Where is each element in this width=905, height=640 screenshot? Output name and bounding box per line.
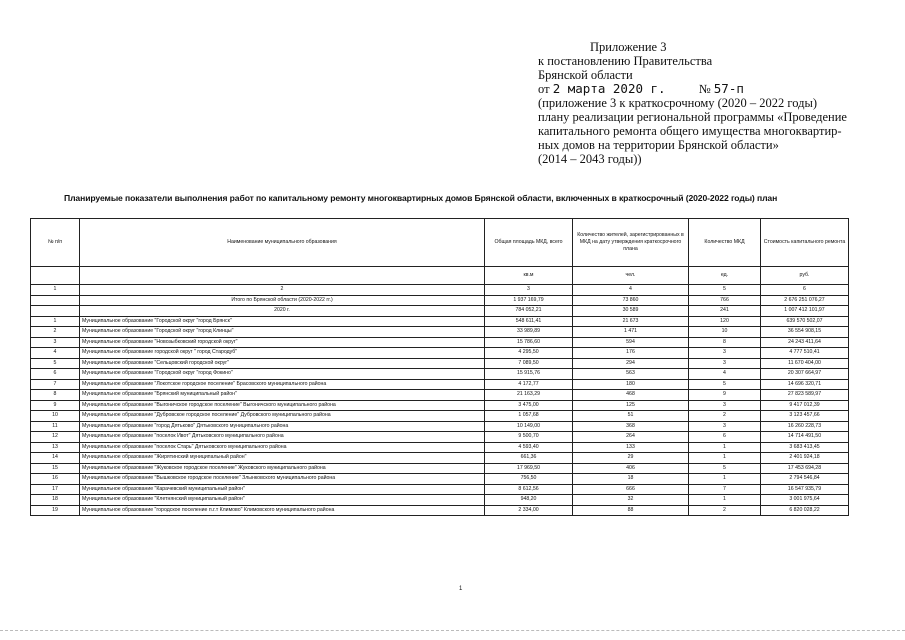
column-number-cell: 5: [689, 285, 761, 296]
row-number-cell: 2: [31, 327, 80, 338]
row-count-cell: 8: [689, 337, 761, 348]
year-label: 2020 г.: [80, 306, 485, 317]
row-count-cell: 1: [689, 474, 761, 485]
row-residents-cell: 594: [573, 337, 689, 348]
row-number-cell: 19: [31, 505, 80, 516]
appendix-line: Приложение 3: [590, 40, 667, 54]
table-row: [31, 369, 849, 380]
document-title: Планируемые показатели выполнения работ по капитальному ремонту многоквартирных домов Брянской области, включенных в краткосрочный (2020-2022 годы) план: [64, 193, 778, 203]
table-row: [31, 432, 849, 443]
unit-cell: [31, 267, 80, 285]
column-number-cell: 2: [80, 285, 485, 296]
header-cell-count: Количество МКД: [689, 219, 761, 267]
appendix-line: (2014 – 2043 годы)): [538, 152, 642, 166]
row-name-cell: Муниципальное образование "Карачевский муниципальный район": [80, 484, 485, 495]
header-row: [31, 219, 849, 267]
row-residents-cell: 176: [573, 348, 689, 359]
row-name-cell: Муниципальное образование "Брянский муниципальный район": [80, 390, 485, 401]
year-cost: 1 007 412 101,97: [761, 306, 849, 317]
page-number: 1: [459, 586, 463, 592]
row-residents-cell: 18: [573, 474, 689, 485]
row-area-cell: 21 163,29: [485, 390, 573, 401]
table-row: [31, 390, 849, 401]
row-cost-cell: 16 547 935,79: [761, 484, 849, 495]
row-count-cell: 3: [689, 400, 761, 411]
unit-cell: руб.: [761, 267, 849, 285]
row-number-cell: 8: [31, 390, 80, 401]
unit-cell: чел.: [573, 267, 689, 285]
row-name-cell: Муниципальное образование "Локотское городское поселение" Брасовского муниципального района: [80, 379, 485, 390]
row-name-cell: Муниципальное образование "Жуковское городское поселение" Жуковского муниципального района: [80, 463, 485, 474]
table-row: [31, 474, 849, 485]
row-count-cell: 1: [689, 442, 761, 453]
row-name-cell: Муниципальное образование "Дубровское городское поселение" Дубровского муниципального района: [80, 411, 485, 422]
appendix-line: капитального ремонта общего имущества многоквартир-: [538, 124, 842, 138]
table-row: [31, 453, 849, 464]
header-cell-cost: Стоимость капитального ремонта: [761, 219, 849, 267]
appendix-header: [538, 40, 888, 166]
row-cost-cell: 14 714 491,50: [761, 432, 849, 443]
unit-cell: ед.: [689, 267, 761, 285]
row-cost-cell: 2 401 924,18: [761, 453, 849, 464]
row-number-cell: 17: [31, 484, 80, 495]
row-count-cell: 120: [689, 316, 761, 327]
row-area-cell: 8 612,56: [485, 484, 573, 495]
row-count-cell: 3: [689, 421, 761, 432]
row-name-cell: Муниципальное образование "Вышковское городское поселение" Злынковского муниципального района: [80, 474, 485, 485]
row-cost-cell: 4 777 510,41: [761, 348, 849, 359]
table-row: [31, 421, 849, 432]
total-area: 1 937 169,79: [485, 295, 573, 306]
row-residents-cell: 51: [573, 411, 689, 422]
table-row: [31, 505, 849, 516]
scan-edge-divider: [0, 630, 905, 631]
header-cell-area: Общая площадь МКД, всего: [485, 219, 573, 267]
row-residents-cell: 133: [573, 442, 689, 453]
table-row: [31, 337, 849, 348]
table-row: [31, 442, 849, 453]
column-number-cell: 3: [485, 285, 573, 296]
row-area-cell: 3 475,00: [485, 400, 573, 411]
table-row: [31, 463, 849, 474]
row-number-cell: 4: [31, 348, 80, 359]
row-name-cell: Муниципальное образование "городское поселение п.г.т Климово" Климовского муниципального района: [80, 505, 485, 516]
row-cost-cell: 36 554 908,15: [761, 327, 849, 338]
row-name-cell: Муниципальное образование городской округ " город Стародуб": [80, 348, 485, 359]
row-number-cell: 10: [31, 411, 80, 422]
row-name-cell: Муниципальное образование "Новозыбковский городской округ": [80, 337, 485, 348]
column-number-cell: 1: [31, 285, 80, 296]
row-name-cell: Муниципальное образование "Городской округ "город Клинцы": [80, 327, 485, 338]
total-residents: 73 860: [573, 295, 689, 306]
indicators-table: [30, 218, 849, 516]
row-area-cell: 661,36: [485, 453, 573, 464]
row-area-cell: 15 915,76: [485, 369, 573, 380]
row-count-cell: 1: [689, 495, 761, 506]
row-residents-cell: 88: [573, 505, 689, 516]
row-cost-cell: 3 123 457,66: [761, 411, 849, 422]
row-count-cell: 5: [689, 463, 761, 474]
row-count-cell: 2: [689, 505, 761, 516]
row-cost-cell: 9 417 012,39: [761, 400, 849, 411]
column-number-cell: 4: [573, 285, 689, 296]
year-row: [31, 306, 849, 317]
row-area-cell: 7 089,50: [485, 358, 573, 369]
header-cell-number: № п/п: [31, 219, 80, 267]
table-row: [31, 316, 849, 327]
row-cost-cell: 16 260 228,73: [761, 421, 849, 432]
table-row: [31, 348, 849, 359]
row-area-cell: 4 172,77: [485, 379, 573, 390]
row-count-cell: 10: [689, 327, 761, 338]
row-number-cell: 6: [31, 369, 80, 380]
header-cell-name: Наименование муниципального образования: [80, 219, 485, 267]
row-residents-cell: 125: [573, 400, 689, 411]
total-label: Итого по Брянской области (2020-2022 гг.): [80, 295, 485, 306]
decree-date-line: [538, 82, 888, 96]
appendix-line: ных домов на территории Брянской области»: [538, 138, 779, 152]
row-number-cell: 3: [31, 337, 80, 348]
row-residents-cell: 21 673: [573, 316, 689, 327]
row-count-cell: 5: [689, 379, 761, 390]
row-cost-cell: 3 001 975,64: [761, 495, 849, 506]
row-area-cell: 10 149,00: [485, 421, 573, 432]
row-area-cell: 756,50: [485, 474, 573, 485]
row-number-cell: 11: [31, 421, 80, 432]
appendix-line: плану реализации региональной программы «Проведение: [538, 110, 847, 124]
appendix-line: (приложение 3 к краткосрочному (2020 – 2022 годы): [538, 96, 818, 110]
row-cost-cell: 27 823 589,97: [761, 390, 849, 401]
row-cost-cell: 24 243 411,64: [761, 337, 849, 348]
row-count-cell: 6: [689, 432, 761, 443]
row-number-cell: 14: [31, 453, 80, 464]
total-count: 766: [689, 295, 761, 306]
row-count-cell: 3: [689, 358, 761, 369]
row-area-cell: 1 057,68: [485, 411, 573, 422]
row-residents-cell: 563: [573, 369, 689, 380]
date-prefix: от: [538, 82, 550, 96]
row-number-cell: 1: [31, 316, 80, 327]
row-number-cell: 7: [31, 379, 80, 390]
row-cost-cell: 20 307 664,97: [761, 369, 849, 380]
year-residents: 30 589: [573, 306, 689, 317]
decree-number: 57-п: [713, 81, 744, 96]
row-residents-cell: 368: [573, 421, 689, 432]
row-name-cell: Муниципальное образование "город Дятьково" Дятьковского муниципального района: [80, 421, 485, 432]
row-number-cell: 12: [31, 432, 80, 443]
row-area-cell: 33 989,89: [485, 327, 573, 338]
row-area-cell: 9 500,70: [485, 432, 573, 443]
table-row: [31, 484, 849, 495]
total-row: [31, 295, 849, 306]
row-residents-cell: 32: [573, 495, 689, 506]
appendix-line: Брянской области: [538, 68, 633, 82]
row-cost-cell: 639 570 502,07: [761, 316, 849, 327]
row-count-cell: 2: [689, 411, 761, 422]
units-row: [31, 267, 849, 285]
year-count: 241: [689, 306, 761, 317]
row-residents-cell: 1 471: [573, 327, 689, 338]
appendix-line: к постановлению Правительства: [538, 54, 713, 68]
row-residents-cell: 294: [573, 358, 689, 369]
row-area-cell: 548 611,41: [485, 316, 573, 327]
row-residents-cell: 29: [573, 453, 689, 464]
row-name-cell: Муниципальное образование "Жирятинский муниципальный район": [80, 453, 485, 464]
row-area-cell: 2 334,00: [485, 505, 573, 516]
table-row: [31, 379, 849, 390]
row-area-cell: 17 969,50: [485, 463, 573, 474]
row-number-cell: 18: [31, 495, 80, 506]
row-residents-cell: 468: [573, 390, 689, 401]
row-name-cell: Муниципальное образование "Сельцовский городской округ": [80, 358, 485, 369]
unit-cell: [80, 267, 485, 285]
row-number-cell: 9: [31, 400, 80, 411]
row-count-cell: 3: [689, 348, 761, 359]
row-count-cell: 4: [689, 369, 761, 380]
row-count-cell: 1: [689, 453, 761, 464]
row-cost-cell: 11 670 404,00: [761, 358, 849, 369]
row-cost-cell: 17 453 694,28: [761, 463, 849, 474]
row-cost-cell: 3 683 413,45: [761, 442, 849, 453]
row-cost-cell: 2 794 546,84: [761, 474, 849, 485]
table-row: [31, 400, 849, 411]
row-number-cell: 15: [31, 463, 80, 474]
row-area-cell: 4 295,50: [485, 348, 573, 359]
row-number-cell: 5: [31, 358, 80, 369]
table-row: [31, 411, 849, 422]
total-cost: 2 676 251 076,27: [761, 295, 849, 306]
unit-cell: кв.м: [485, 267, 573, 285]
column-number-cell: 6: [761, 285, 849, 296]
total-blank-cell: [31, 295, 80, 306]
row-name-cell: Муниципальное образование "Клетнянский муниципальный район": [80, 495, 485, 506]
number-sign: №: [698, 82, 711, 96]
row-area-cell: 948,20: [485, 495, 573, 506]
row-area-cell: 15 786,60: [485, 337, 573, 348]
row-name-cell: Муниципальное образование "Городской округ "город Фокино": [80, 369, 485, 380]
row-count-cell: 9: [689, 390, 761, 401]
row-area-cell: 4 593,40: [485, 442, 573, 453]
table-row: [31, 327, 849, 338]
year-blank-cell: [31, 306, 80, 317]
decree-date: 2 марта 2020 г.: [552, 81, 666, 96]
row-name-cell: Муниципальное образование "поселок Ивот" Дятьковского муниципального района: [80, 432, 485, 443]
table-row: [31, 495, 849, 506]
table-row: [31, 358, 849, 369]
row-residents-cell: 666: [573, 484, 689, 495]
row-residents-cell: 180: [573, 379, 689, 390]
row-name-cell: Муниципальное образование "Выгоничское городское поселение" Выгоничского муниципального района: [80, 400, 485, 411]
row-cost-cell: 14 696 320,71: [761, 379, 849, 390]
column-numbers-row: [31, 285, 849, 296]
row-name-cell: Муниципальное образование "Городской округ "город Брянск": [80, 316, 485, 327]
row-name-cell: Муниципальное образование "поселок Старь" Дятьковского муниципального района: [80, 442, 485, 453]
row-number-cell: 13: [31, 442, 80, 453]
row-number-cell: 16: [31, 474, 80, 485]
row-count-cell: 7: [689, 484, 761, 495]
header-cell-residents: Количество жителей, зарегистрированных в МКД на дату утверждения краткосрочного плана: [573, 219, 689, 267]
row-residents-cell: 406: [573, 463, 689, 474]
row-residents-cell: 264: [573, 432, 689, 443]
year-area: 784 052,21: [485, 306, 573, 317]
row-cost-cell: 6 820 028,22: [761, 505, 849, 516]
